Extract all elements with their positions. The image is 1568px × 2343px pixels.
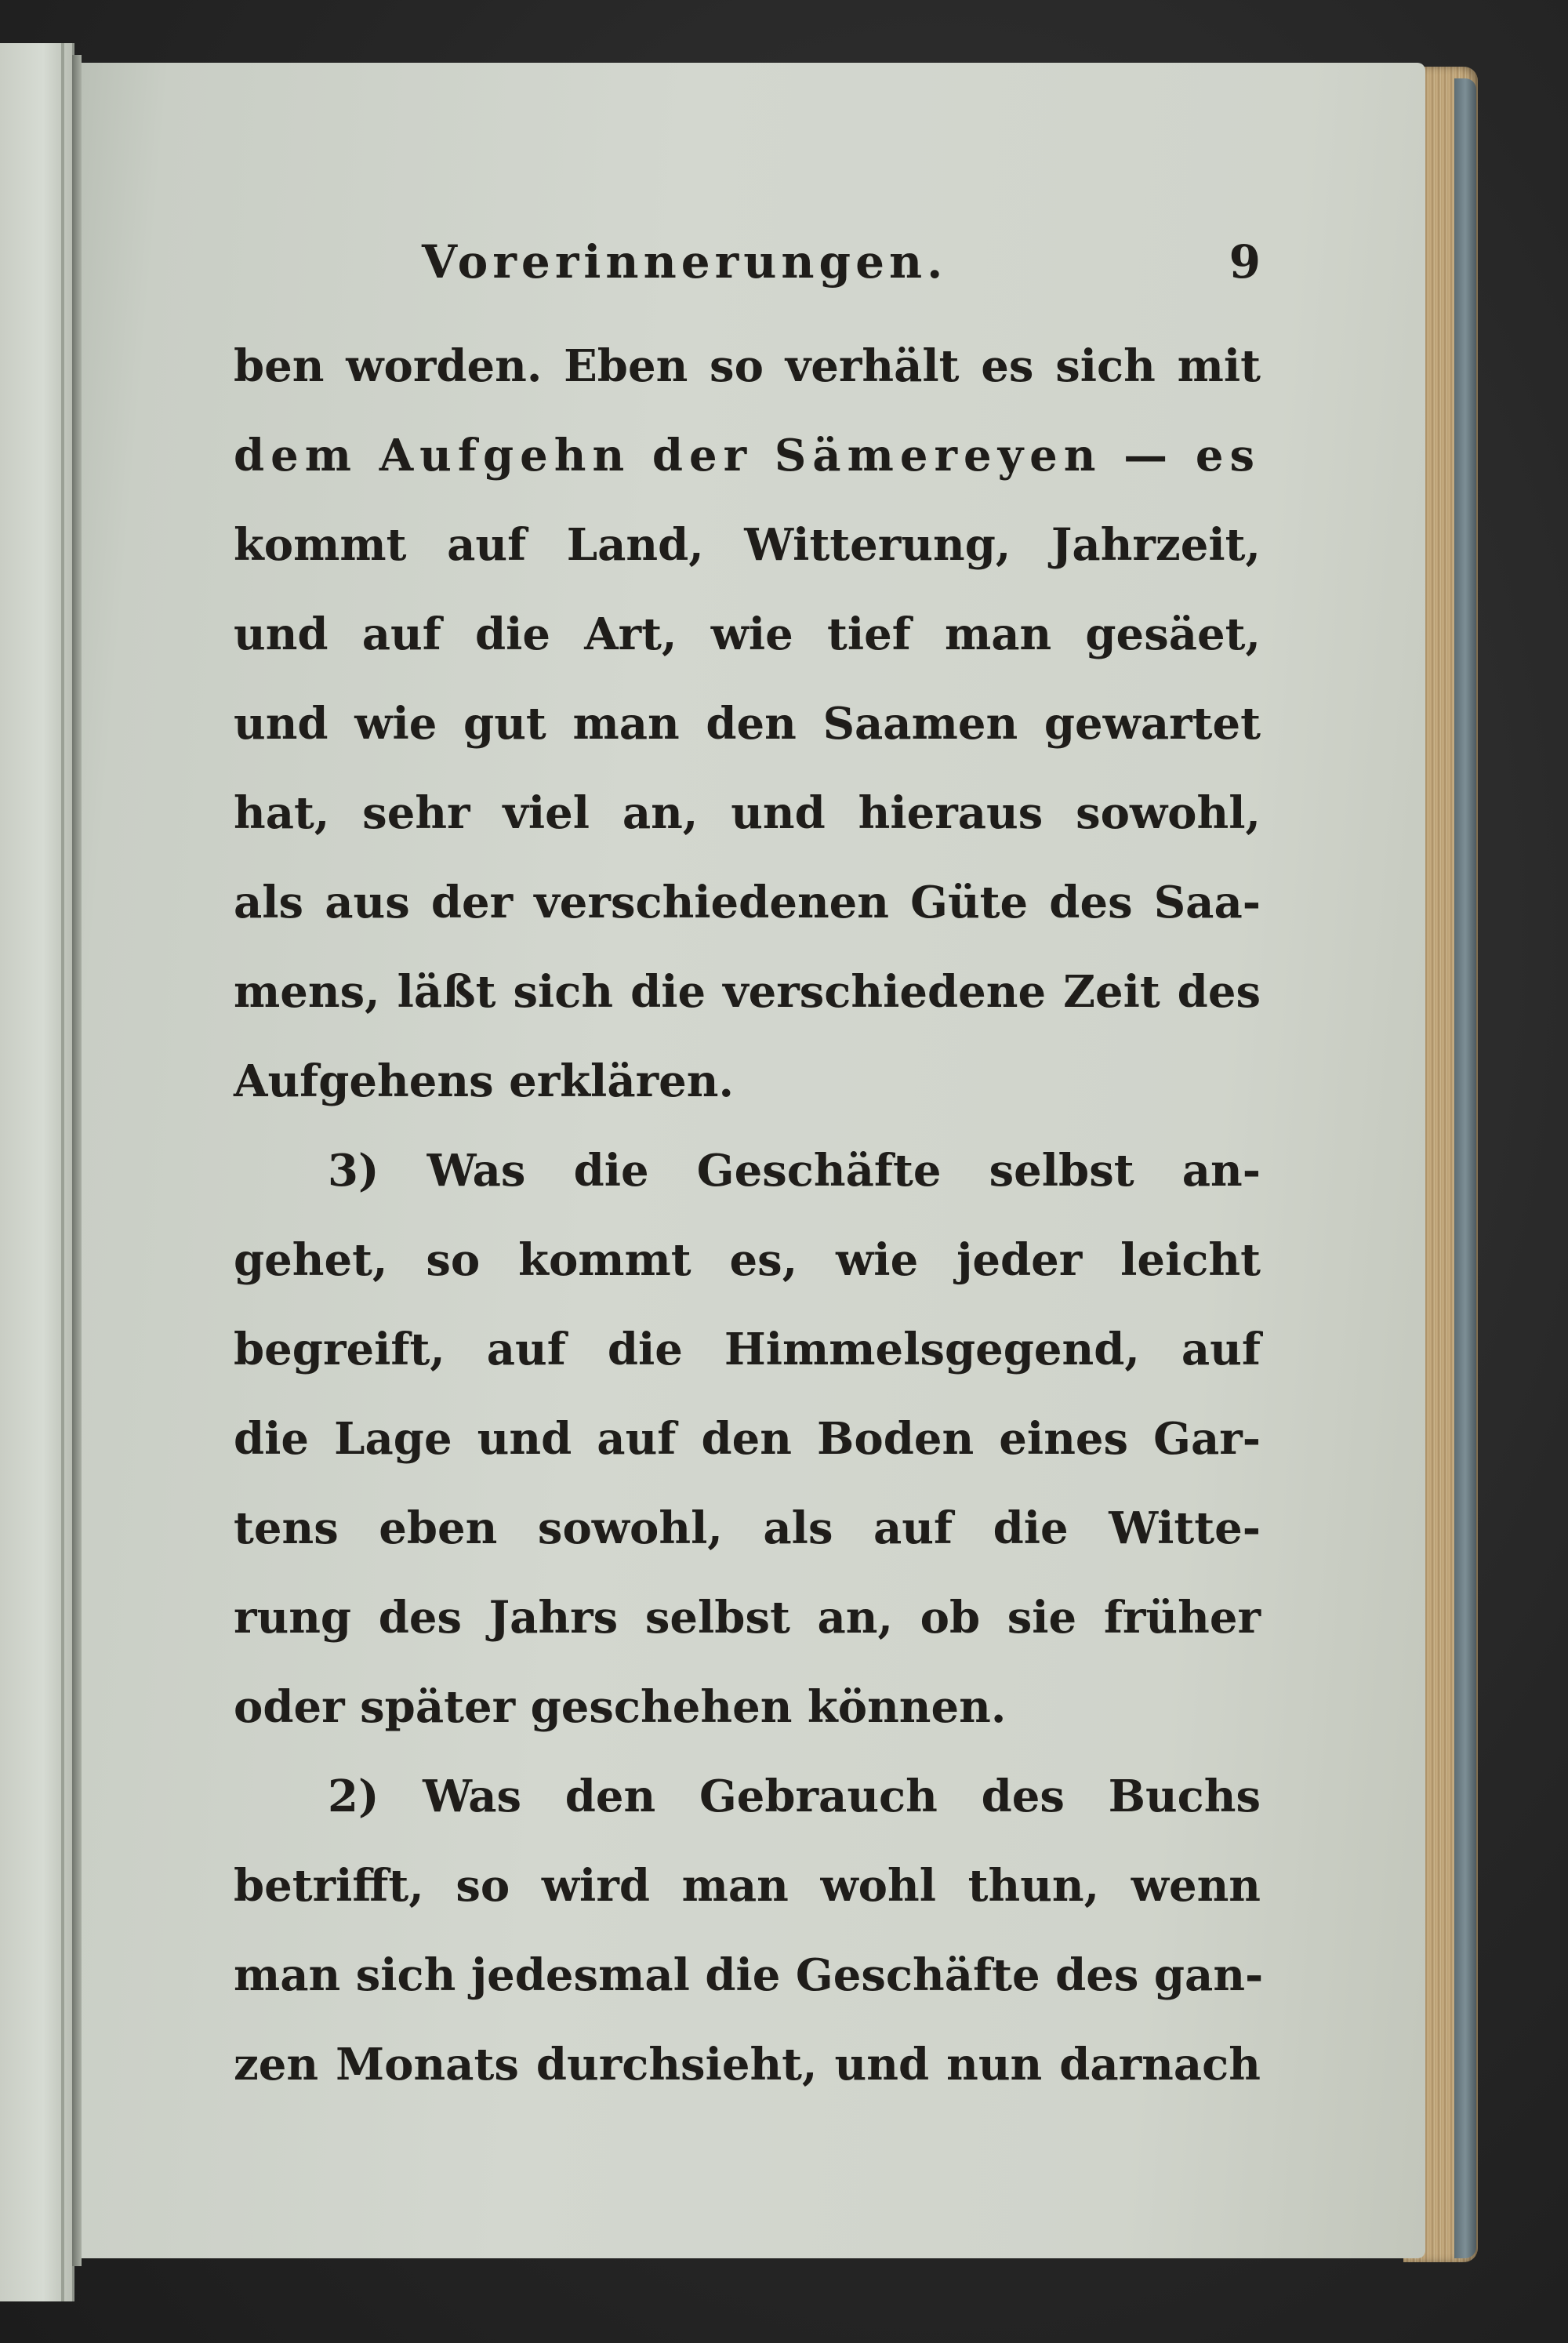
text-line: hat, sehr viel an, und hieraus sowohl, bbox=[234, 787, 1261, 839]
page-text bbox=[234, 235, 1264, 2109]
page-edge-line bbox=[61, 43, 64, 2301]
text-line: gehet, so kommt es, wie jeder leicht bbox=[234, 1234, 1261, 1286]
text-line: betrifft, so wird man wohl thun, wenn bbox=[234, 1860, 1261, 1912]
page-number: 9 bbox=[1229, 235, 1261, 289]
text-line: als aus der verschiedenen Güte des Saa- bbox=[234, 877, 1261, 928]
text-line: rung des Jahrs selbst an, ob sie früher bbox=[234, 1592, 1261, 1644]
text-line: tens eben sowohl, als auf die Witte- bbox=[234, 1502, 1261, 1554]
text-line: Aufgehens erklären. bbox=[234, 1055, 734, 1107]
text-line: man sich jedesmal die Geschäfte des gan- bbox=[234, 1949, 1264, 2001]
text-line: die Lage und auf den Boden eines Gar- bbox=[234, 1413, 1261, 1465]
text-line: 3) Was die Geschäfte selbst an- bbox=[328, 1145, 1261, 1197]
text-line: und auf die Art, wie tief man gesäet, bbox=[234, 608, 1261, 660]
text-line: ben worden. Eben so verhält es sich mit bbox=[234, 340, 1261, 392]
running-head-title: Vorerinnerungen. bbox=[422, 235, 948, 289]
running-head bbox=[234, 235, 1261, 321]
text-line: dem Aufgehn der Sämereyen — es bbox=[234, 430, 1261, 481]
gutter-shadow bbox=[72, 55, 82, 2266]
text-line: 2) Was den Gebrauch des Buchs bbox=[328, 1771, 1261, 1822]
text-line: kommt auf Land, Witterung, Jahrzeit, bbox=[234, 519, 1261, 571]
text-line: begreift, auf die Himmelsgegend, auf bbox=[234, 1324, 1261, 1375]
text-line: oder später geschehen können. bbox=[234, 1681, 1007, 1733]
text-line: und wie gut man den Saamen gewartet bbox=[234, 698, 1261, 750]
book-page bbox=[77, 63, 1425, 2258]
text-line: mens, läßt sich die verschiedene Zeit des bbox=[234, 966, 1261, 1018]
book-cover-edge bbox=[1454, 78, 1476, 2258]
text-line: zen Monats durchsieht, und nun darnach bbox=[234, 2039, 1261, 2091]
